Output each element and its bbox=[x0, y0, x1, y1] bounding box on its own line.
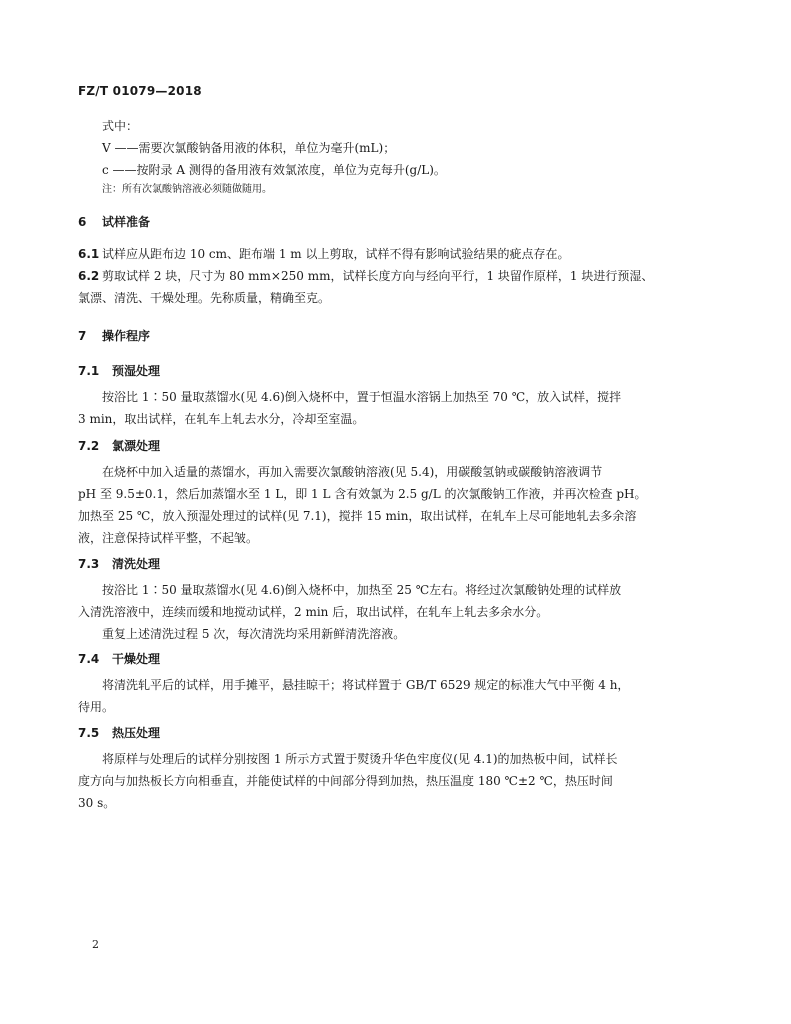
formula-v-definition: V ——需要次氯酸钠备用液的体积，单位为毫升(mL)； bbox=[102, 141, 396, 155]
subsection-7-4-title: 干燥处理 bbox=[112, 652, 161, 666]
section-6-title: 试样准备 bbox=[102, 215, 151, 229]
subsection-7-1-title: 预湿处理 bbox=[112, 364, 161, 378]
formula-c-definition: c ——按附录 A 测得的备用液有效氯浓度，单位为克每升(g/L)。 bbox=[102, 163, 446, 177]
subsection-7-5-title: 热压处理 bbox=[112, 726, 161, 740]
subsection-7-2-number: 7.2 bbox=[78, 439, 100, 453]
body-line: 在烧杯中加入适量的蒸馏水，再加入需要次氯酸钠溶液(见 5.4)，用碳酸氢钠或碳酸钠溶液调节 bbox=[102, 465, 603, 479]
clause-6-1-text: 试样应从距布边 10 cm、距布端 1 m 以上剪取，试样不得有影响试验结果的疵点存在。 bbox=[102, 247, 570, 261]
body-line: 待用。 bbox=[78, 700, 115, 714]
clause-6-2-number: 6.2 bbox=[78, 269, 100, 283]
standard-code: FZ/T 01079—2018 bbox=[78, 84, 202, 98]
subsection-7-4-heading bbox=[78, 650, 160, 667]
body-line: 按浴比 1∶50 量取蒸馏水(见 4.6)倒入烧杯中，置于恒温水溶锅上加热至 70 ℃，放入试样，搅拌 bbox=[102, 390, 622, 404]
subsection-7-1-body bbox=[78, 386, 718, 430]
body-line: 入清洗溶液中，连续而缓和地搅动试样，2 min 后，取出试样，在轧车上轧去多余水分。 bbox=[78, 605, 549, 619]
subsection-7-3-number: 7.3 bbox=[78, 557, 100, 571]
clause-6-2-line: 氯漂、清洗、干燥处理。先称质量，精确至克。 bbox=[78, 291, 331, 305]
body-line: 3 min，取出试样，在轧车上轧去水分，冷却至室温。 bbox=[78, 412, 365, 426]
body-line: 加热至 25 ℃，放入预湿处理过的试样(见 7.1)，搅拌 15 min，取出试样，在轧车上尽可能地轧去多余溶 bbox=[78, 509, 637, 523]
subsection-7-1-number: 7.1 bbox=[78, 364, 100, 378]
subsection-7-5-number: 7.5 bbox=[78, 726, 100, 740]
subsection-7-4-body bbox=[78, 674, 718, 718]
body-line: 按浴比 1∶50 量取蒸馏水(见 4.6)倒入烧杯中，加热至 25 ℃左右。将经过次氯酸钠处理的试样放 bbox=[102, 583, 622, 597]
body-line: 30 s。 bbox=[78, 796, 116, 810]
formula-note: 注：所有次氯酸钠溶液必须随做随用。 bbox=[102, 184, 272, 195]
section-6-number: 6 bbox=[78, 215, 87, 229]
subsection-7-2-body bbox=[78, 461, 718, 549]
subsection-7-2-title: 氯漂处理 bbox=[112, 439, 161, 453]
body-line: 度方向与加热板长方向相垂直，并能使试样的中间部分得到加热，热压温度 180 ℃±2 ℃，热压时间 bbox=[78, 774, 613, 788]
formula-explanation bbox=[78, 115, 718, 199]
subsection-7-5-heading bbox=[78, 724, 160, 741]
section-6-heading bbox=[78, 213, 150, 230]
subsection-7-5-body bbox=[78, 748, 718, 814]
body-line: pH 至 9.5±0.1，然后加蒸馏水至 1 L，即 1 L 含有效氯为 2.5 g/L 的次氯酸钠工作液，并再次检查 pH。 bbox=[78, 487, 647, 501]
section-7-number: 7 bbox=[78, 329, 87, 343]
section-7-title: 操作程序 bbox=[102, 329, 151, 343]
section-7-heading bbox=[78, 327, 150, 344]
clause-6-1 bbox=[78, 243, 718, 265]
page-number: 2 bbox=[92, 938, 99, 951]
subsection-7-3-heading bbox=[78, 555, 160, 572]
subsection-7-3-title: 清洗处理 bbox=[112, 557, 161, 571]
subsection-7-3-body bbox=[78, 579, 718, 645]
subsection-7-1-heading bbox=[78, 362, 160, 379]
body-line: 液，注意保持试样平整，不起皱。 bbox=[78, 531, 259, 545]
clause-6-1-number: 6.1 bbox=[78, 247, 100, 261]
clause-6-2 bbox=[78, 265, 718, 309]
clause-6-2-line: 剪取试样 2 块，尺寸为 80 mm×250 mm，试样长度方向与经向平行，1 块留作原样，1 块进行预湿、 bbox=[102, 269, 654, 283]
body-line: 重复上述清洗过程 5 次，每次清洗均采用新鲜清洗溶液。 bbox=[102, 627, 406, 641]
subsection-7-4-number: 7.4 bbox=[78, 652, 100, 666]
body-line: 将清洗轧平后的试样，用手摊平，悬挂晾干；将试样置于 GB/T 6529 规定的标准大气中平衡 4 h， bbox=[102, 678, 630, 692]
formula-intro: 式中： bbox=[102, 119, 139, 133]
body-line: 将原样与处理后的试样分别按图 1 所示方式置于熨烫升华色牢度仪(见 4.1)的加热板中间，试样长 bbox=[102, 752, 618, 766]
subsection-7-2-heading bbox=[78, 437, 160, 454]
